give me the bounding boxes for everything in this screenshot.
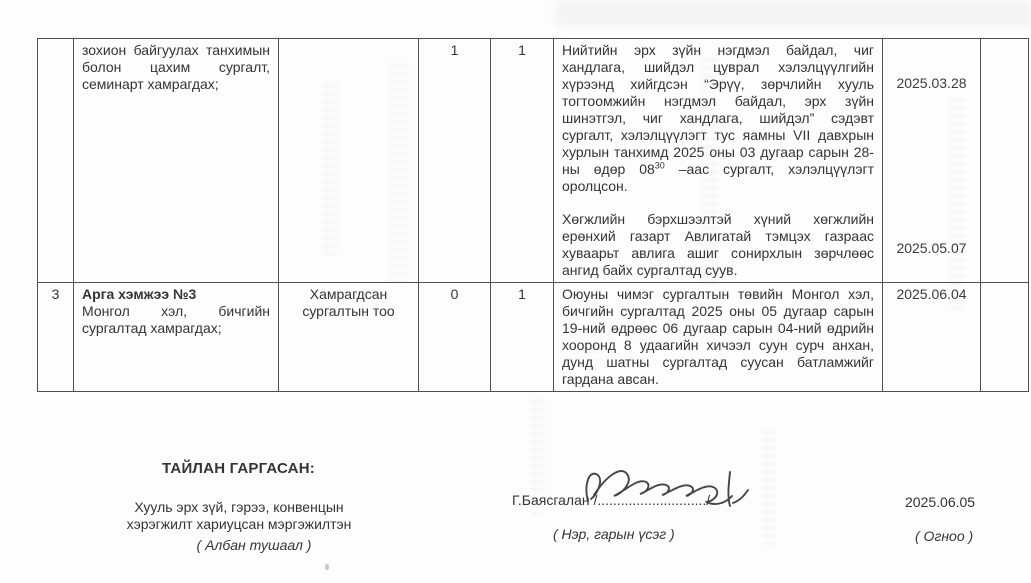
scan-speck (325, 564, 329, 570)
result-cell (554, 39, 883, 283)
margin-cell (981, 39, 1029, 283)
scan-shading (556, 0, 1031, 26)
position-caption: ( Албан тушаал ) (196, 537, 312, 553)
report-table (37, 38, 1029, 392)
report-author-heading: ТАЙЛАН ГАРГАСАН: (162, 460, 315, 477)
name-signature-caption: ( Нэр, гарын үсэг ) (553, 526, 675, 542)
report-date: 2025.06.05 (905, 494, 976, 510)
activity-cell (74, 39, 279, 283)
signer-position-block (116, 499, 362, 554)
superscript-time: 30 (654, 160, 665, 171)
actual-count-cell: 1 (491, 283, 554, 392)
date-caption: ( Огноо ) (915, 528, 974, 544)
result-paragraph-2: Хөгжлийн бэрхшээлтэй хүний хөгжлийн ерөнхий газарт Авлигатай тэмцэх газраас хуваарьт авлига ашиг сонирхлын зөрчлөөс ангид байх сургалтад суув. (562, 211, 874, 278)
indicator-cell: Хамрагдсан сургалтын тоо (279, 283, 419, 392)
signer-position-line2: хэрэгжилт хариуцсан мэргэжилтэн (126, 516, 352, 532)
activity-text: Монгол хэл, бичгийн сургалтад хамрагдах; (82, 303, 270, 336)
signer-name-line: Г.Баясгалан /............................/ (512, 492, 711, 508)
row-number-cell: 3 (38, 283, 74, 392)
indicator-cell (279, 39, 419, 283)
activity-cell (74, 283, 279, 392)
plan-count-cell: 0 (419, 283, 491, 392)
date-cell: 2025.06.04 (883, 283, 981, 392)
signature-image (581, 463, 761, 513)
result-date: 2025.05.07 (896, 240, 967, 256)
result-cell (554, 283, 883, 392)
actual-count-cell: 1 (491, 39, 554, 283)
date-cell (883, 39, 981, 283)
plan-count-cell: 1 (419, 39, 491, 283)
activity-text: зохион байгуулах танхимын болон цахим сургалт, семинарт хамрагдах; (82, 42, 270, 92)
result-date: 2025.03.28 (896, 75, 967, 91)
signer-position-line1: Хууль эрх зүй, гэрээ, конвенцын (134, 499, 344, 515)
table-row-continuation (38, 39, 1029, 283)
bleed-through-mark (762, 430, 775, 545)
result-paragraph-1: Нийтийн эрх зүйн нэгдмэл байдал, чиг хандлага, шийдэл цуврал хэлэлцүүлгийн хүрээнд хийгдсэн “Эрүү, зөрчлийн хууль тогтоомжийн нэгдмэл байдал, эрх зүйн шинэтгэл, чиг хандлага, шийдэл” сэдэвт сургалт, хэлэлцүүлэгт тус яамны VII давхрын хурлын танхимд 2025 оны 03 дугаар сарын 28-ны өдөр $08^{30}$ –аас сургалт, хэлэлцүүлэгт оролцсон. (562, 42, 874, 194)
row-number-cell (38, 39, 74, 283)
margin-cell (981, 283, 1029, 392)
table-row-3 (38, 283, 1029, 392)
result-paragraph: Оюуны чимэг сургалтын төвийн Монгол хэл, бичгийн сургалтад 2025 оны 05 дугаар сарын 19-ний өдрөөс 06 дугаар сарын 04-ний өдрийн хооронд 8 удаагийн хичээл суун сурч анхан, дунд шатны сургалтад суусан батламжийг гардана авсан. (562, 286, 874, 387)
activity-title: Арга хэмжээ №3 (82, 286, 197, 302)
